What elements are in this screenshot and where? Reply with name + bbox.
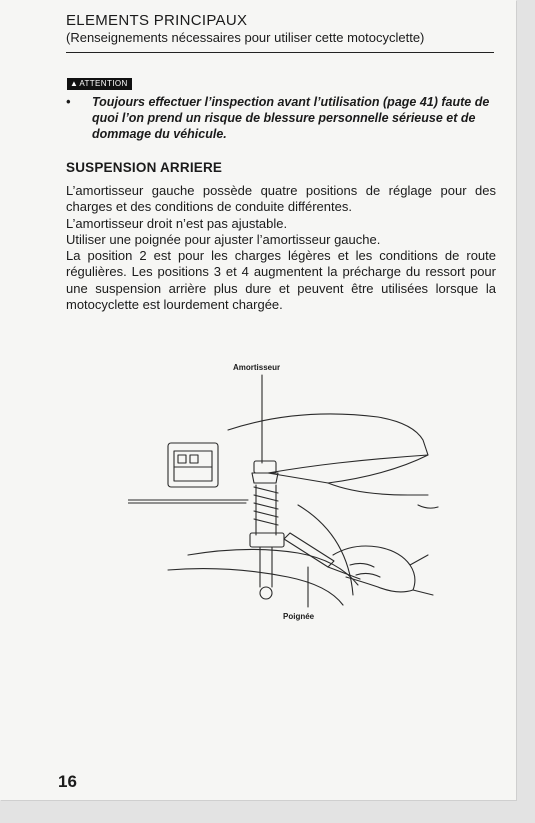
suspension-drawing: [128, 355, 448, 625]
warning-note: [66, 94, 496, 142]
bullet-icon: •: [66, 95, 71, 109]
paragraph: L’amortisseur droit n’est pas ajustable.: [66, 215, 288, 231]
header-rule: [66, 52, 494, 53]
paragraph: Utiliser une poignée pour ajuster l’amortisseur gauche.: [66, 231, 381, 247]
attention-badge: [67, 78, 132, 90]
section-title: SUSPENSION ARRIERE: [66, 160, 223, 175]
page-header: [66, 12, 496, 53]
handle-label: Poignée: [283, 612, 315, 621]
shock-absorber-label: Amortisseur: [233, 363, 281, 372]
section-body: [66, 183, 496, 313]
header-title: ELEMENTS PRINCIPAUX: [66, 12, 248, 29]
attention-label: ATTENTION: [79, 79, 128, 88]
page-number: 16: [58, 772, 77, 791]
header-subtitle: (Renseignements nécessaires pour utiliser cette motocyclette): [66, 30, 425, 45]
warning-triangle-icon: ▲: [70, 79, 79, 88]
rear-suspension-illustration: [128, 355, 448, 625]
paragraph: La position 2 est pour les charges légères et les conditions de route régulières. Les positions 3 et 4 augmentent la précharge du ressort pour une suspension arrière plus dure et peuvent être utilisées lorsque la motocyclette est lourdement chargée.: [66, 248, 496, 313]
paragraph: L’amortisseur gauche possède quatre positions de réglage pour des charges et des conditions de conduite différentes.: [66, 183, 496, 215]
warning-text: Toujours effectuer l’inspection avant l’utilisation (page 41) faute de quoi l’on prend un risque de blessure personnelle sérieuse et de dommage du véhicule.: [92, 95, 490, 141]
